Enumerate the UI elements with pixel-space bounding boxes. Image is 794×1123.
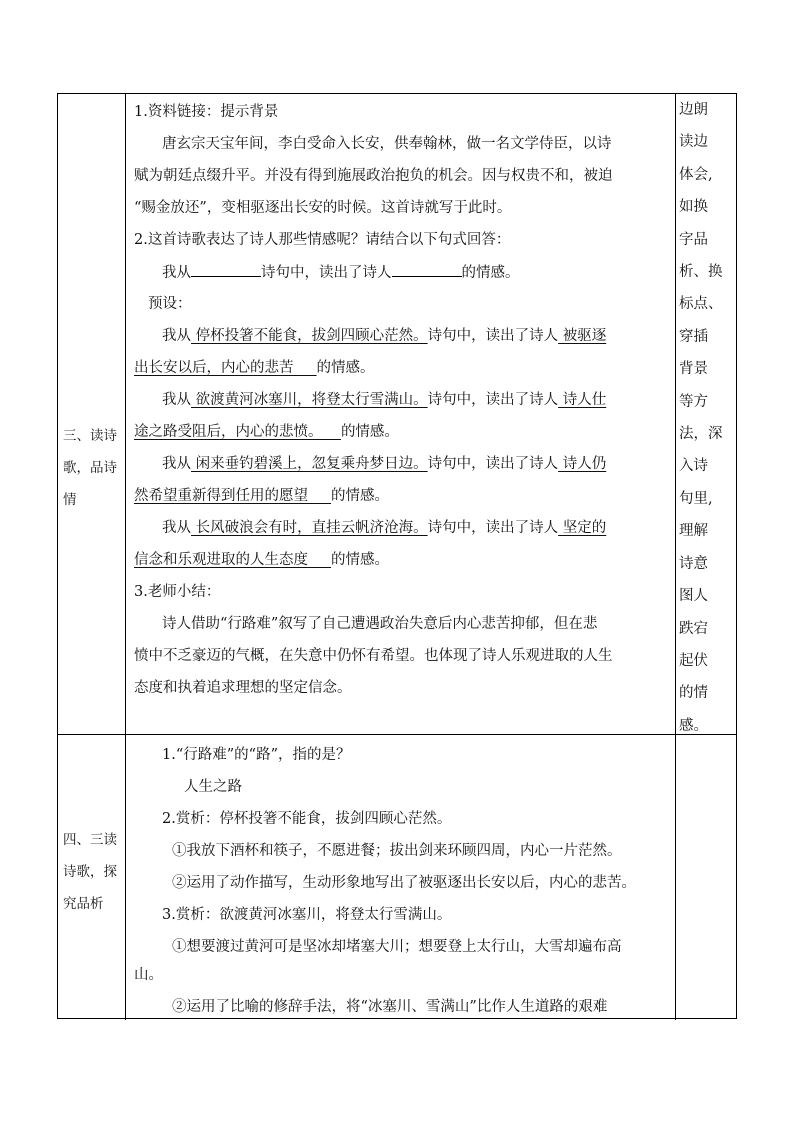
- answer-underlined: 闲来垂钓碧溪上，忽复乘舟梦日边。: [191, 456, 428, 472]
- answer-underlined: 停杯投箸不能食，拔剑四顾心茫然。: [191, 328, 428, 344]
- section4-label-line: 究品析: [63, 896, 104, 912]
- template-text: 诗句中，读出了诗人: [261, 265, 392, 281]
- text-line: [134, 102, 278, 122]
- side-note-line: 析、换: [679, 264, 723, 281]
- blank-line: [191, 262, 261, 277]
- paragraph-text: 愤中不乏豪迈的气概，在失意中仍怀有希望。也体现了诗人乐观进取的人生: [134, 648, 613, 664]
- answer-text: 我从: [162, 392, 191, 408]
- template-text: 我从: [162, 265, 191, 281]
- text-line: [162, 326, 606, 346]
- side-note-line: 字品: [679, 231, 708, 248]
- side-note-line: 跌宕: [679, 620, 708, 637]
- side-note-line: 起伏: [679, 652, 708, 669]
- text-line: [162, 518, 606, 538]
- answer-text: 我从: [162, 456, 191, 472]
- text-line: [148, 294, 192, 314]
- text-line: 山。: [134, 967, 163, 983]
- side-note-line: 读边: [679, 134, 708, 151]
- side-note-line: 入诗: [679, 458, 708, 475]
- answer-underlined: 欲渡黄河冰塞川，将登太行雪满山。: [191, 392, 428, 408]
- side-note-line: 诗意: [679, 555, 708, 572]
- side-note-line: 图人: [679, 588, 708, 605]
- paragraph-text: 诗人借助“行路难”叙写了自己遭遇政治失意后内心悲苦抑郁，但在悲: [162, 616, 598, 632]
- text-line: [162, 262, 520, 283]
- side-note-line: 感。: [679, 717, 708, 734]
- answer-underlined: 信念和乐观进取的人生态度: [134, 552, 332, 568]
- text-line: ①我放下酒杯和筷子，不愿进餐；拔出剑来环顾四周，内心一片茫然。: [172, 843, 622, 859]
- side-note-line: 理解: [679, 523, 708, 540]
- side-note-line: 标点、: [679, 296, 723, 313]
- summary-heading: 3.老师小结：: [134, 584, 221, 600]
- text-line: 3.赏析：欲渡黄河冰塞川，将登太行雪满山。: [162, 907, 452, 923]
- question-2: 2.这首诗歌表达了诗人那些情感呢？请结合以下句式回答：: [134, 232, 511, 248]
- answer-underlined: 坚定的: [558, 520, 607, 536]
- section4-label-line: 诗歌，探: [63, 864, 117, 880]
- answer-underlined: 诗人仕: [558, 392, 607, 408]
- side-note-line: 穿插: [679, 328, 708, 345]
- text-line: [162, 134, 612, 154]
- side-note-line: 背景: [679, 361, 708, 378]
- heading-links: 1.资料链接：提示背景: [134, 104, 279, 120]
- paragraph-text: 赋为朝廷点缀升平。并没有得到施展政治抱负的机会。因与权贵不和，被迫: [134, 168, 613, 184]
- side-note-line: 边朗: [679, 102, 708, 118]
- side-note-line: 等方: [679, 393, 708, 410]
- answer-underlined: 然希望重新得到任用的愿望: [134, 488, 332, 504]
- text-line: ②运用了动作描写，生动形象地写出了被驱逐出长安以后，内心的悲苦。: [172, 875, 636, 891]
- paragraph-text: 唐玄宗天宝年间，李白受命入长安，供奉翰林，做一名文学侍臣，以诗: [162, 136, 612, 152]
- lesson-plan-table: [57, 93, 737, 1019]
- text-line: [134, 678, 352, 698]
- answer-text: 诗句中，读出了诗人: [427, 520, 559, 536]
- answer-underlined: 诗人仍: [558, 456, 607, 472]
- text-line: [162, 614, 597, 634]
- text-line: ①想要渡过黄河可是坚冰却堵塞大川；想要登上太行山，大雪却遍布高: [172, 939, 622, 955]
- section3-label: [63, 420, 121, 516]
- col-divider-2: [675, 94, 676, 1020]
- section3-label-line: 三、读诗: [63, 428, 117, 444]
- answer-text: 诗句中，读出了诗人: [427, 328, 559, 344]
- answer-text: 的情感。: [331, 552, 390, 568]
- answer-text: 的情感。: [316, 360, 375, 376]
- answer-text: 我从: [162, 328, 191, 344]
- answer-text: 诗句中，读出了诗人: [427, 392, 559, 408]
- text-line: [134, 486, 389, 506]
- answer-text: 的情感。: [340, 424, 399, 440]
- blank-line: [392, 262, 462, 277]
- side-note-line: 如换: [679, 199, 708, 216]
- text-line: [134, 582, 220, 602]
- answer-underlined: 长风破浪会有时，直挂云帆济沧海。: [191, 520, 428, 536]
- side-note-line: 的情: [679, 685, 708, 702]
- text-line: [134, 550, 389, 570]
- answer-underlined: 途之路受阻后，内心的悲愤。: [134, 424, 341, 440]
- preset-label: 预设：: [148, 296, 192, 312]
- text-line: [134, 166, 613, 186]
- text-line: [134, 358, 375, 378]
- col-divider-1: [125, 94, 126, 1020]
- text-line: [134, 422, 399, 442]
- section4-label: [63, 824, 121, 920]
- text-line: 2.赏析：停杯投箸不能食，拔剑四顾心茫然。: [162, 811, 452, 827]
- text-line: 人生之路: [184, 779, 242, 795]
- text-line: [134, 230, 510, 250]
- answer-text: 的情感。: [331, 488, 390, 504]
- section3-label-line: 歌，品诗: [63, 460, 117, 476]
- side-note-line: 体会,: [679, 166, 713, 183]
- answer-underlined: 出长安以后，内心的悲苦: [134, 360, 317, 376]
- text-line: ②运用了比喻的修辞手法，将“冰塞川、雪满山”比作人生道路的艰难: [172, 999, 608, 1015]
- section4-label-line: 四、三读: [63, 832, 117, 848]
- side-note-line: 法，深: [679, 426, 723, 443]
- side-note-line: 句里,: [679, 490, 713, 507]
- text-line: [134, 646, 613, 666]
- section3-side-notes: [679, 94, 731, 742]
- text-line: [134, 198, 511, 218]
- text-line: [162, 454, 606, 474]
- answer-text: 诗句中，读出了诗人: [427, 456, 559, 472]
- answer-text: 我从: [162, 520, 191, 536]
- template-text: 的情感。: [461, 265, 520, 281]
- paragraph-text: 态度和执着追求理想的坚定信念。: [134, 680, 352, 696]
- answer-underlined: 被驱逐: [558, 328, 607, 344]
- text-line: [162, 390, 606, 410]
- text-line: 1.“行路难”的“路”，指的是？: [162, 747, 351, 763]
- row-divider: [58, 734, 736, 735]
- paragraph-text: “赐金放还”，变相驱逐出长安的时候。这首诗就写于此时。: [134, 200, 512, 216]
- section3-label-line: 情: [63, 492, 77, 508]
